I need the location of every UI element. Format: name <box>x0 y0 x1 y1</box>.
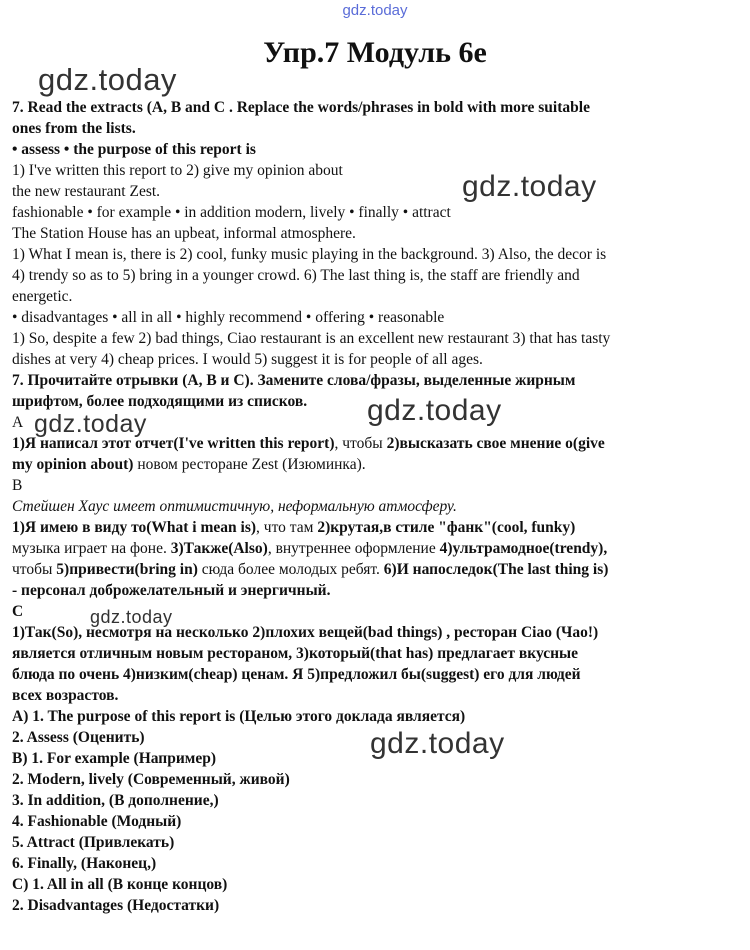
answer-line: 2. Assess (Оценить) <box>12 729 145 746</box>
text-line <box>12 433 740 454</box>
section-label-a: А <box>12 414 24 431</box>
text-bold: 4)ультрамодное(trendy), <box>439 540 608 557</box>
text-line: fashionable • for example • in addition modern, lively • finally • attract <box>12 204 451 221</box>
text-bold: 6)И напоследок(The last thing is) <box>383 561 609 578</box>
text-plain: , внутреннее оформление <box>267 540 440 557</box>
text-line: 1) What I mean is, there is 2) cool, funky music playing in the background. 3) Also, the decor is <box>12 246 607 263</box>
text-plain: , чтобы <box>334 435 387 452</box>
document-body <box>12 97 740 916</box>
text-line <box>12 538 740 559</box>
watermark-6: gdz.today <box>370 727 505 760</box>
text-plain: музыка играет на фоне. <box>12 540 171 557</box>
text-line: 1) I've written this report to 2) give my opinion about <box>12 162 343 179</box>
answer-line: 6. Finally, (Наконец,) <box>12 855 157 872</box>
answer-line: 3. In addition, (В дополнение,) <box>12 792 219 809</box>
text-line: the new restaurant Zest. <box>12 183 161 200</box>
text-line: - персонал доброжелательный и энергичный. <box>12 582 331 599</box>
text-line: всех возрастов. <box>12 687 119 704</box>
text-line: • disadvantages • all in all • highly recommend • offering • reasonable <box>12 309 445 326</box>
text-bold: my opinion about) <box>12 456 134 473</box>
text-line <box>12 454 740 475</box>
answer-line: 2. Modern, lively (Современный, живой) <box>12 771 290 788</box>
answer-line: 2. Disadvantages (Недостатки) <box>12 897 220 914</box>
text-line <box>12 559 740 580</box>
text-bold: 3)Также(Also) <box>170 540 268 557</box>
text-plain: сюда более молодых ребят. <box>197 561 384 578</box>
text-line: 4) trendy so as to 5) bring in a younger crowd. 6) The last thing is, the staff are friendly and <box>12 267 580 284</box>
text-bold: 1)Я написал этот отчет(I've written this report) <box>12 435 335 452</box>
answer-line: C) 1. All in all (В конце концов) <box>12 876 228 893</box>
text-plain: новом ресторане Zest (Изюминка). <box>133 456 366 473</box>
watermark-top: gdz.today <box>342 2 408 19</box>
section-label-c: С <box>12 603 24 620</box>
answer-line: 5. Attract (Привлекать) <box>12 834 175 851</box>
watermark-3: gdz.today <box>367 394 502 427</box>
text-bold: 2)высказать свое мнение о(give <box>386 435 605 452</box>
text-line: The Station House has an upbeat, informal atmosphere. <box>12 225 356 242</box>
text-line: шрифтом, более подходящими из списков. <box>12 393 308 410</box>
text-line: блюда по очень 4)низким(cheap) ценам. Я 5)предложил бы(suggest) его для людей <box>12 666 581 683</box>
text-line: • assess • the purpose of this report is <box>12 141 256 158</box>
text-line: ones from the lists. <box>12 120 136 137</box>
answer-line: A) 1. The purpose of this report is (Целью этого доклада является) <box>12 708 466 725</box>
text-bold: 5)привести(bring in) <box>56 561 198 578</box>
answer-line: B) 1. For example (Например) <box>12 750 217 767</box>
text-line: Стейшен Хаус имеет оптимистичную, неформальную атмосферу. <box>12 498 457 515</box>
text-bold: 2)крутая,в стиле "фанк"(cool, funky) <box>317 519 576 536</box>
text-bold: 1)Я имею в виду то(What i mean is) <box>12 519 257 536</box>
text-line: является отличным новым рестораном, 3)который(that has) предлагает вкусные <box>12 645 579 662</box>
text-plain: чтобы <box>12 561 57 578</box>
text-line: energetic. <box>12 288 73 305</box>
text-line: 1)Так(So), несмотря на несколько 2)плохих вещей(bad things) , ресторан Ciao (Чао!) <box>12 624 599 641</box>
watermark-4: gdz.today <box>34 410 147 438</box>
watermark-2: gdz.today <box>462 170 597 203</box>
text-line: 7. Read the extracts (A, B and C . Replace the words/phrases in bold with more suitable <box>12 99 590 116</box>
text-line: dishes at very 4) cheap prices. I would 5) suggest it is for people of all ages. <box>12 351 483 368</box>
text-plain: , что там <box>256 519 318 536</box>
section-label-b: В <box>12 477 23 494</box>
answer-line: 4. Fashionable (Модный) <box>12 813 182 830</box>
text-line <box>12 517 740 538</box>
page-title: Упр.7 Модуль 6е <box>263 36 487 69</box>
watermark-5: gdz.today <box>90 607 173 627</box>
watermark-1: gdz.today <box>38 62 177 97</box>
text-line: 7. Прочитайте отрывки (А, В и С). Замените слова/фразы, выделенные жирным <box>12 372 576 389</box>
text-line: 1) So, despite a few 2) bad things, Ciao restaurant is an excellent new restaurant 3) that has tasty <box>12 330 611 347</box>
